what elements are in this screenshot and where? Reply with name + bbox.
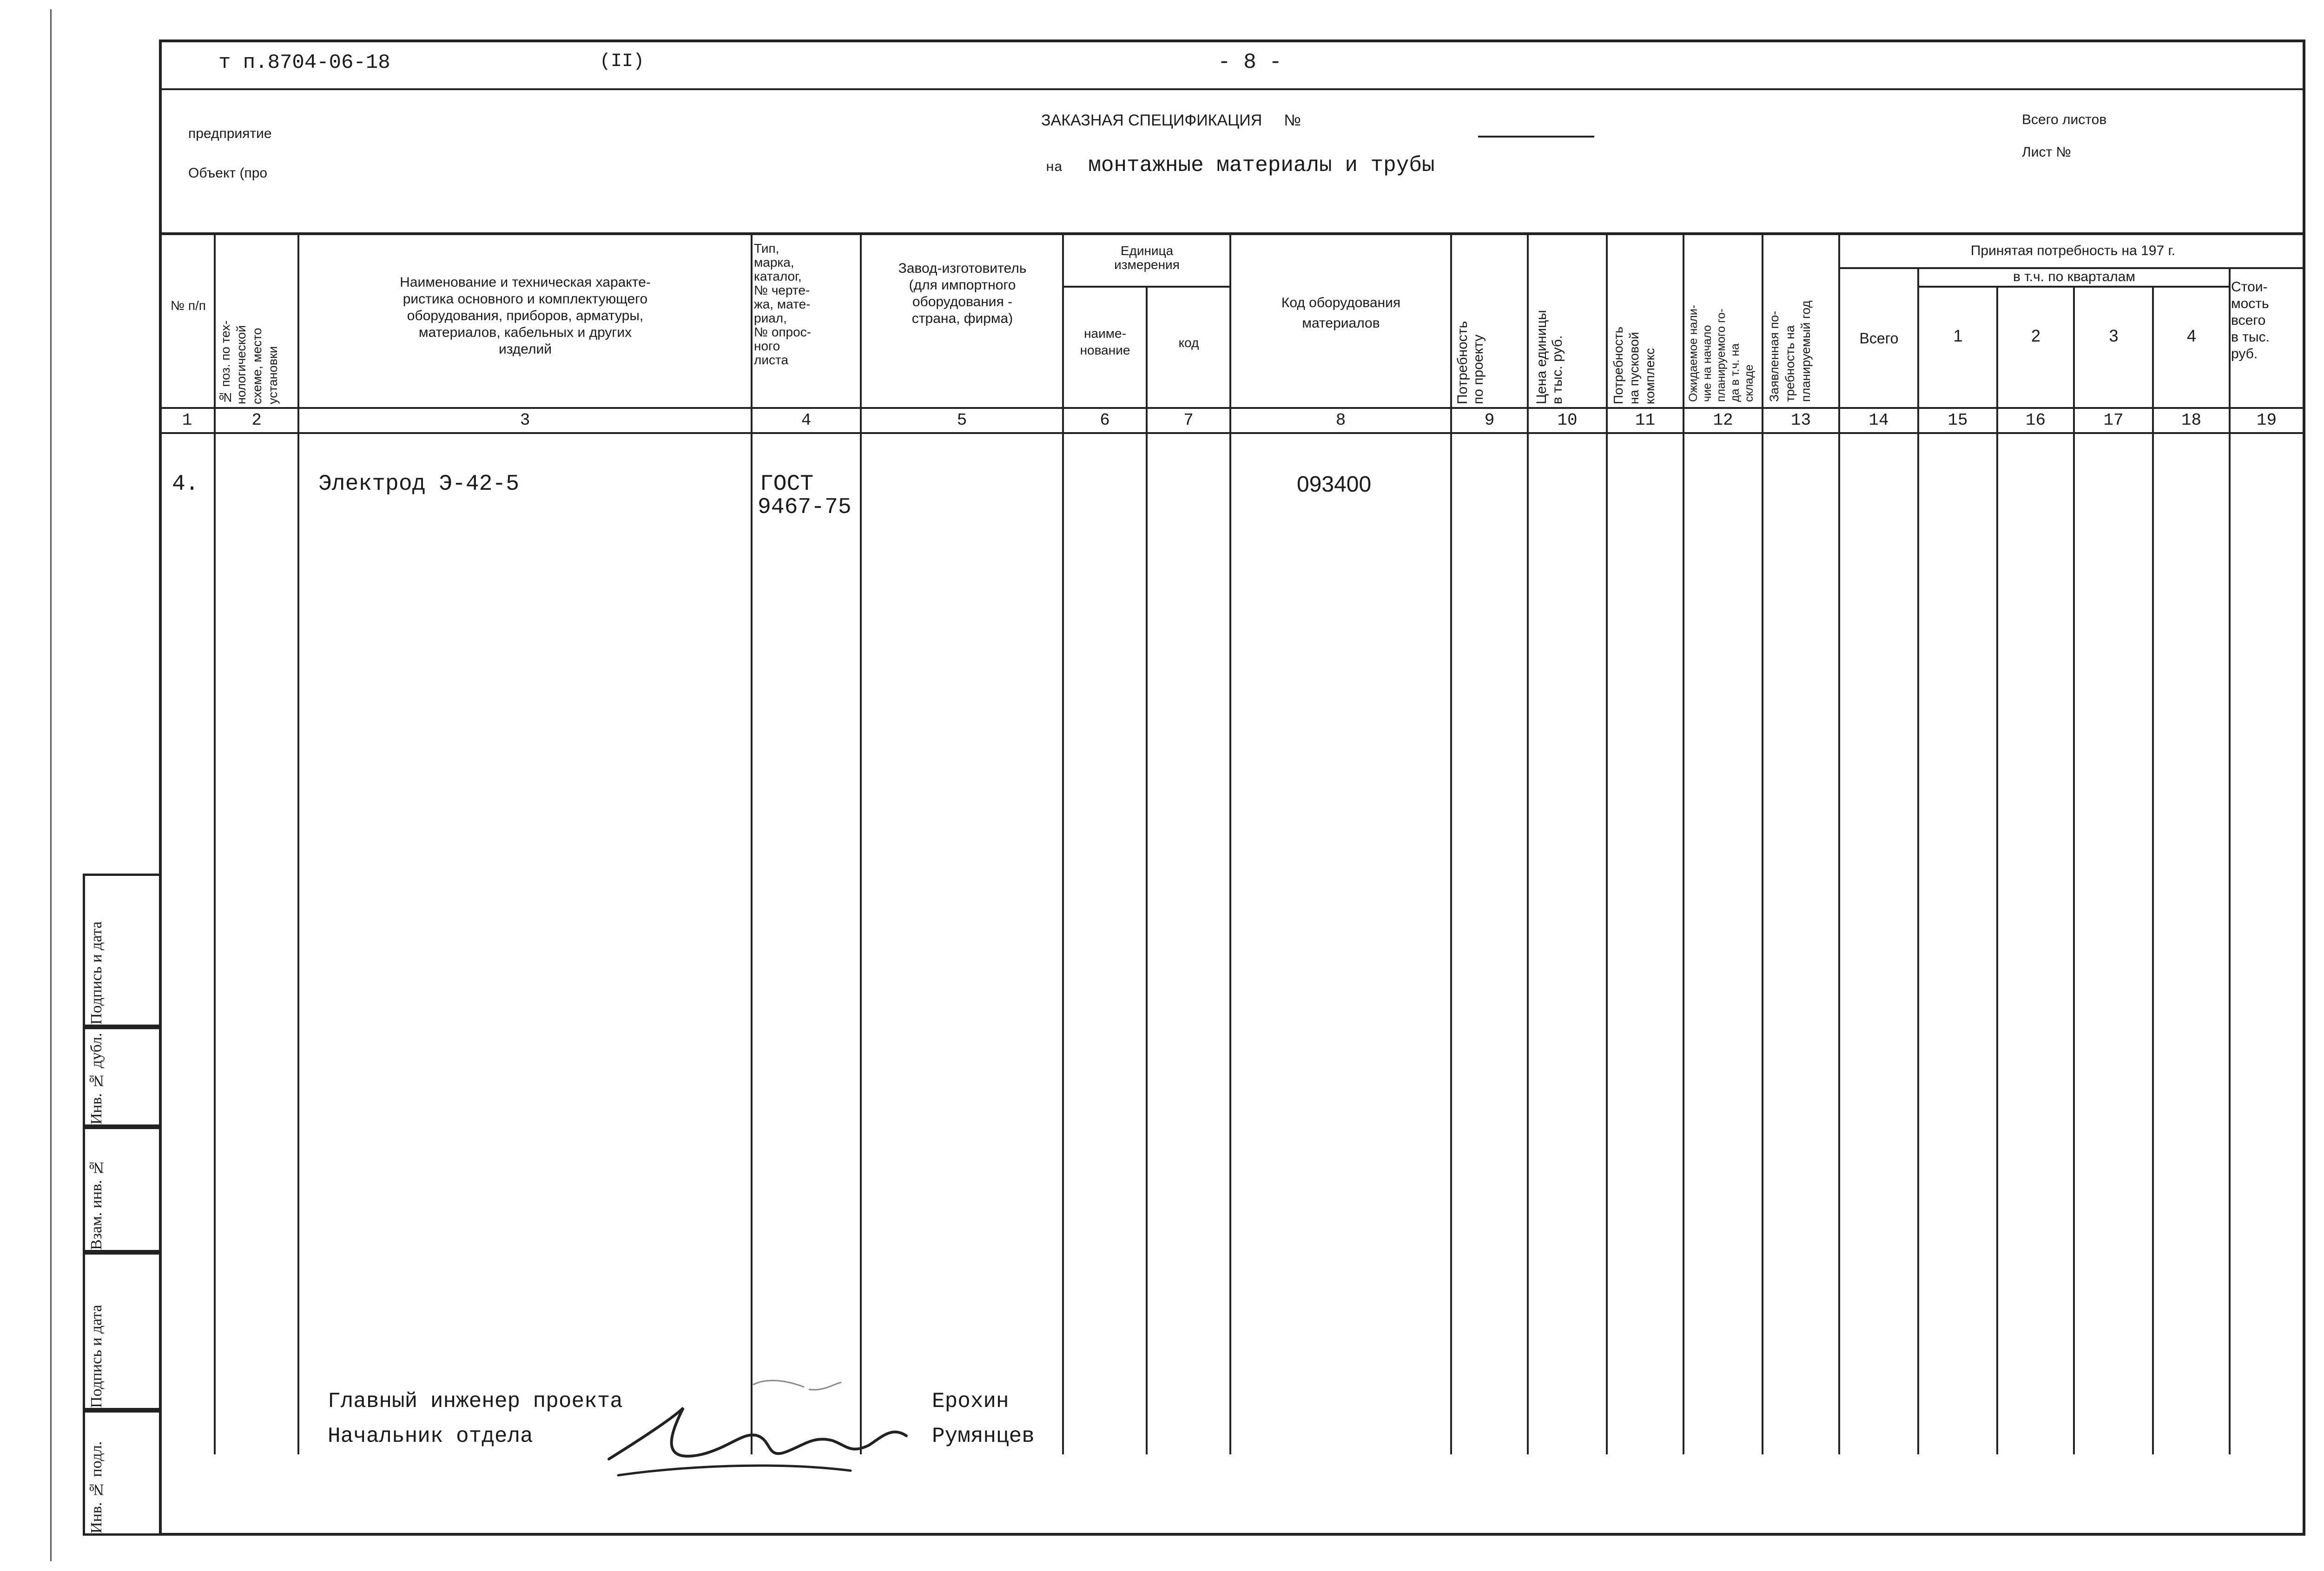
column-numbers-bottom-rule bbox=[159, 432, 2305, 434]
colnum-14: 14 bbox=[1868, 411, 1889, 430]
spec-subject: монтажные материалы и трубы bbox=[1088, 153, 1435, 177]
total-sheets-label: Всего листов bbox=[2022, 112, 2107, 127]
col-header-9: Потребность по проекту bbox=[1455, 321, 1486, 404]
colnum-1: 1 bbox=[182, 411, 192, 430]
colnum-15: 15 bbox=[1948, 411, 1968, 430]
enterprise-label: предприятие bbox=[188, 126, 272, 141]
side-stamp-field-2 bbox=[83, 1027, 162, 1127]
colnum-2: 2 bbox=[251, 411, 262, 430]
unit-group-rule bbox=[1062, 286, 1229, 288]
col-line-14 bbox=[1917, 267, 1919, 1454]
col-header-q4: 4 bbox=[2186, 326, 2197, 345]
side-stamp-label-5: Инв. № подл. bbox=[88, 1441, 105, 1533]
colnum-3: 3 bbox=[520, 411, 530, 430]
colnum-4: 4 bbox=[801, 411, 812, 430]
spec-frame bbox=[159, 39, 2305, 1536]
col-header-1: № п/п bbox=[171, 298, 206, 313]
table-row-name: Электрод Э-42-5 bbox=[318, 472, 520, 497]
spec-title bbox=[1041, 112, 1301, 130]
col-line-18 bbox=[2229, 267, 2231, 1454]
sheet-label: Лист № bbox=[2022, 145, 2071, 160]
col-header-11: Потребность на пусковой комплекс bbox=[1611, 326, 1657, 404]
col-line-6 bbox=[1146, 286, 1148, 1454]
col-header-q3: 3 bbox=[2109, 326, 2119, 345]
spec-title-text: ЗАКАЗНАЯ СПЕЦИФИКАЦИЯ bbox=[1041, 112, 1262, 129]
dept-head-label: Начальник отдела bbox=[328, 1424, 533, 1448]
col-header-6: наиме- нование bbox=[1080, 326, 1130, 357]
spec-number-sign: № bbox=[1284, 112, 1301, 129]
colnum-17: 17 bbox=[2103, 411, 2124, 430]
object-label: Объект (про bbox=[188, 165, 268, 181]
col-header-13: Заявленная по- требность на планируемый год bbox=[1767, 300, 1813, 402]
dept-head-name: Румянцев bbox=[932, 1424, 1035, 1448]
col-line-17 bbox=[2152, 286, 2154, 1454]
doc-code: т п.8704-06-18 bbox=[218, 51, 390, 74]
table-top-rule bbox=[159, 232, 2305, 235]
header-rule bbox=[159, 88, 2305, 90]
colnum-7: 7 bbox=[1183, 411, 1194, 430]
col-line-16 bbox=[2073, 286, 2075, 1454]
side-stamp-field-1 bbox=[83, 874, 162, 1027]
col-header-q2: 2 bbox=[2031, 326, 2041, 345]
col-header-8: Код оборудования материалов bbox=[1281, 295, 1401, 331]
colnum-9: 9 bbox=[1484, 411, 1495, 430]
col-header-10: Цена единицы в тыс. руб. bbox=[1534, 310, 1565, 404]
page-number: - 8 - bbox=[1218, 50, 1282, 74]
colnum-13: 13 bbox=[1790, 411, 1811, 430]
spec-prefix: на bbox=[1046, 160, 1063, 176]
quarter-group-rule bbox=[1917, 286, 2229, 288]
col-line-15 bbox=[1996, 286, 1998, 1454]
col-header-2: № поз. по тех- нологической схеме, место установки bbox=[218, 320, 280, 404]
side-stamp-label-2: Инв. № дубл. bbox=[88, 1032, 105, 1124]
handwritten-signature bbox=[590, 1366, 925, 1487]
colnum-6: 6 bbox=[1100, 411, 1110, 430]
colnum-16: 16 bbox=[2025, 411, 2046, 430]
spec-number-line bbox=[1478, 136, 1594, 138]
need-group-header: Принятая потребность на 197 г. bbox=[1970, 243, 2176, 258]
col-header-4: Тип, марка, каталог, № черте- жа, мате- риал, № опрос- ного листа bbox=[754, 241, 812, 367]
colnum-12: 12 bbox=[1713, 411, 1733, 430]
colnum-8: 8 bbox=[1335, 411, 1346, 430]
section-mark: (II) bbox=[600, 51, 645, 72]
side-stamp-field-3 bbox=[83, 1127, 162, 1252]
col-header-q1: 1 bbox=[1953, 326, 1963, 345]
side-stamp-label-1: Подпись и дата bbox=[88, 921, 105, 1025]
table-row-type-line1: ГОСТ bbox=[760, 472, 814, 497]
chief-engineer-name: Ерохин bbox=[932, 1389, 1009, 1413]
table-row-equipment-code: 093400 bbox=[1297, 472, 1372, 497]
left-margin-line bbox=[50, 9, 52, 1561]
side-stamp-label-3: Взам. инв. № bbox=[88, 1158, 105, 1250]
col-header-7: код bbox=[1178, 335, 1199, 350]
col-header-12: Ожидаемое нали- чие на начало планируемого го- да в т.ч. на складе bbox=[1687, 304, 1756, 402]
quarter-group-header: в т.ч. по кварталам bbox=[2013, 269, 2135, 284]
unit-group-header: Единица измерения bbox=[1114, 243, 1180, 272]
side-stamp-label-4: Подпись и дата bbox=[88, 1305, 105, 1408]
side-stamp-field-4 bbox=[83, 1252, 162, 1410]
colnum-5: 5 bbox=[957, 411, 967, 430]
col-header-14: Всего bbox=[1859, 330, 1899, 347]
col-header-19: Стои- мость всего в тыс. руб. bbox=[2231, 279, 2270, 362]
colnum-18: 18 bbox=[2181, 411, 2202, 430]
table-header-bottom-rule bbox=[159, 407, 2305, 409]
chief-engineer-label: Главный инженер проекта bbox=[328, 1389, 623, 1413]
side-stamp-field-5 bbox=[83, 1410, 162, 1536]
colnum-10: 10 bbox=[1557, 411, 1578, 430]
spec-subject-line bbox=[1046, 153, 1435, 177]
colnum-11: 11 bbox=[1635, 411, 1656, 430]
table-row-num: 4. bbox=[172, 472, 199, 497]
col-header-5: Завод-изготовитель (для импортного оборудования - страна, фирма) bbox=[898, 261, 1027, 326]
table-row-type-line2: 9467-75 bbox=[758, 495, 852, 520]
col-header-3: Наименование и техническая характе- ристика основного и комплектующего оборудования, приборов, арматуры, материалов, кабельных и других изделий bbox=[400, 275, 651, 357]
colnum-19: 19 bbox=[2256, 411, 2277, 430]
